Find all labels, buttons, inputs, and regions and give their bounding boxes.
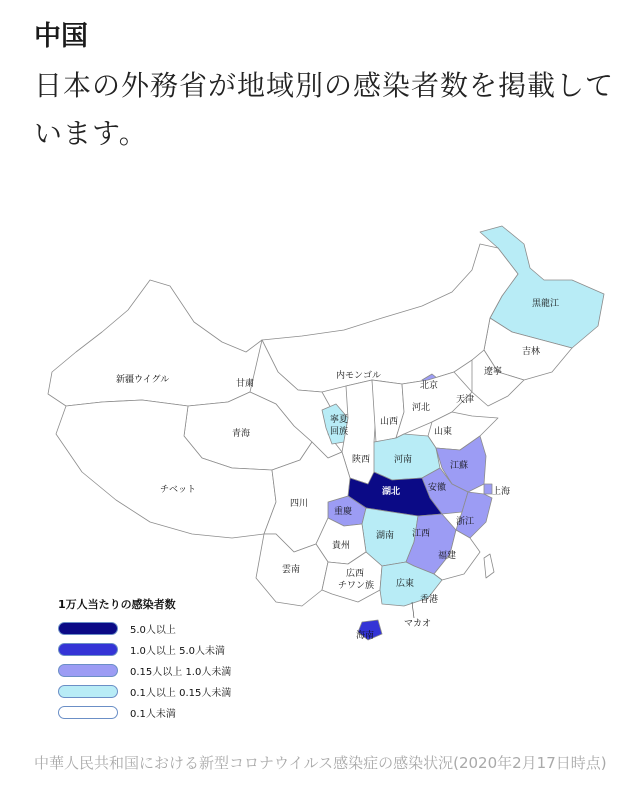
legend-item [58,702,231,723]
label-macau: マカオ [404,619,432,629]
label-jilin: 吉林 [522,347,541,357]
label-anhui: 安徽 [428,483,447,493]
label-qinghai: 青海 [232,429,251,439]
legend-item [58,660,231,681]
page-heading: 中国 [34,21,88,52]
label-hunan: 湖南 [376,531,395,541]
label-guizhou: 貴州 [332,541,351,551]
legend-label: 1.0人以上 5.0人未満 [130,646,225,657]
map-caption: 中華人民共和国における新型コロナウイルス感染症の感染状況(2020年2月17日時点) [34,754,607,772]
label-neimenggu: 内モンゴル [336,371,382,381]
label-shandong: 山東 [434,427,453,437]
legend-item [58,639,231,660]
label-beijing: 北京 [420,381,439,391]
label-heilongjiang: 黒龍江 [532,299,560,309]
region-shanghai [484,484,492,494]
legend-swatch [58,643,118,656]
label-ningxia-2: 回族 [330,427,349,437]
legend-swatch [58,664,118,677]
label-ningxia-1: 寧夏 [330,415,349,425]
label-jiangxi: 江西 [412,529,431,539]
legend-swatch [58,685,118,698]
label-yunnan: 雲南 [282,565,301,575]
legend-item [58,681,231,702]
legend-label: 0.1人未満 [130,709,176,720]
label-hongkong: 香港 [420,595,439,605]
label-guangxi-1: 広西 [346,569,365,579]
label-sichuan: 四川 [290,499,309,509]
lead-text: 日本の外務省が地域別の感染者数を掲載しています。 [34,69,615,150]
label-zhejiang: 浙江 [456,517,475,527]
label-hebei: 河北 [412,403,431,413]
legend-label: 0.1人以上 0.15人未満 [130,688,232,699]
label-shanxi: 山西 [380,417,399,427]
legend-swatch [58,622,118,635]
legend-label: 0.15人以上 1.0人未満 [130,667,232,678]
label-hainan: 海南 [356,631,375,641]
label-hubei: 湖北 [382,487,401,497]
legend-label: 5.0人以上 [130,625,176,636]
label-shanghai: 上海 [492,487,511,497]
map-legend [58,596,231,723]
legend-item [58,618,231,639]
label-gansu: 甘粛 [236,379,255,389]
label-xinjiang: 新疆ウイグル [116,375,170,385]
label-liaoning: 遼寧 [484,367,503,377]
label-tianjin: 天津 [456,395,475,405]
label-fujian: 福建 [438,551,457,561]
label-xizang: チベット [160,485,197,495]
region-taiwan [484,554,494,578]
label-guangxi-2: チワン族 [338,581,375,591]
label-henan: 河南 [394,455,413,465]
label-jiangsu: 江蘇 [450,461,469,471]
legend-title: 1万人当たりの感染者数 [58,598,176,611]
macau-leader-line [412,602,414,618]
label-chongqing: 重慶 [334,507,353,517]
label-guangdong: 広東 [396,579,415,589]
label-shaanxi: 陝西 [352,455,371,465]
legend-swatch [58,706,118,719]
